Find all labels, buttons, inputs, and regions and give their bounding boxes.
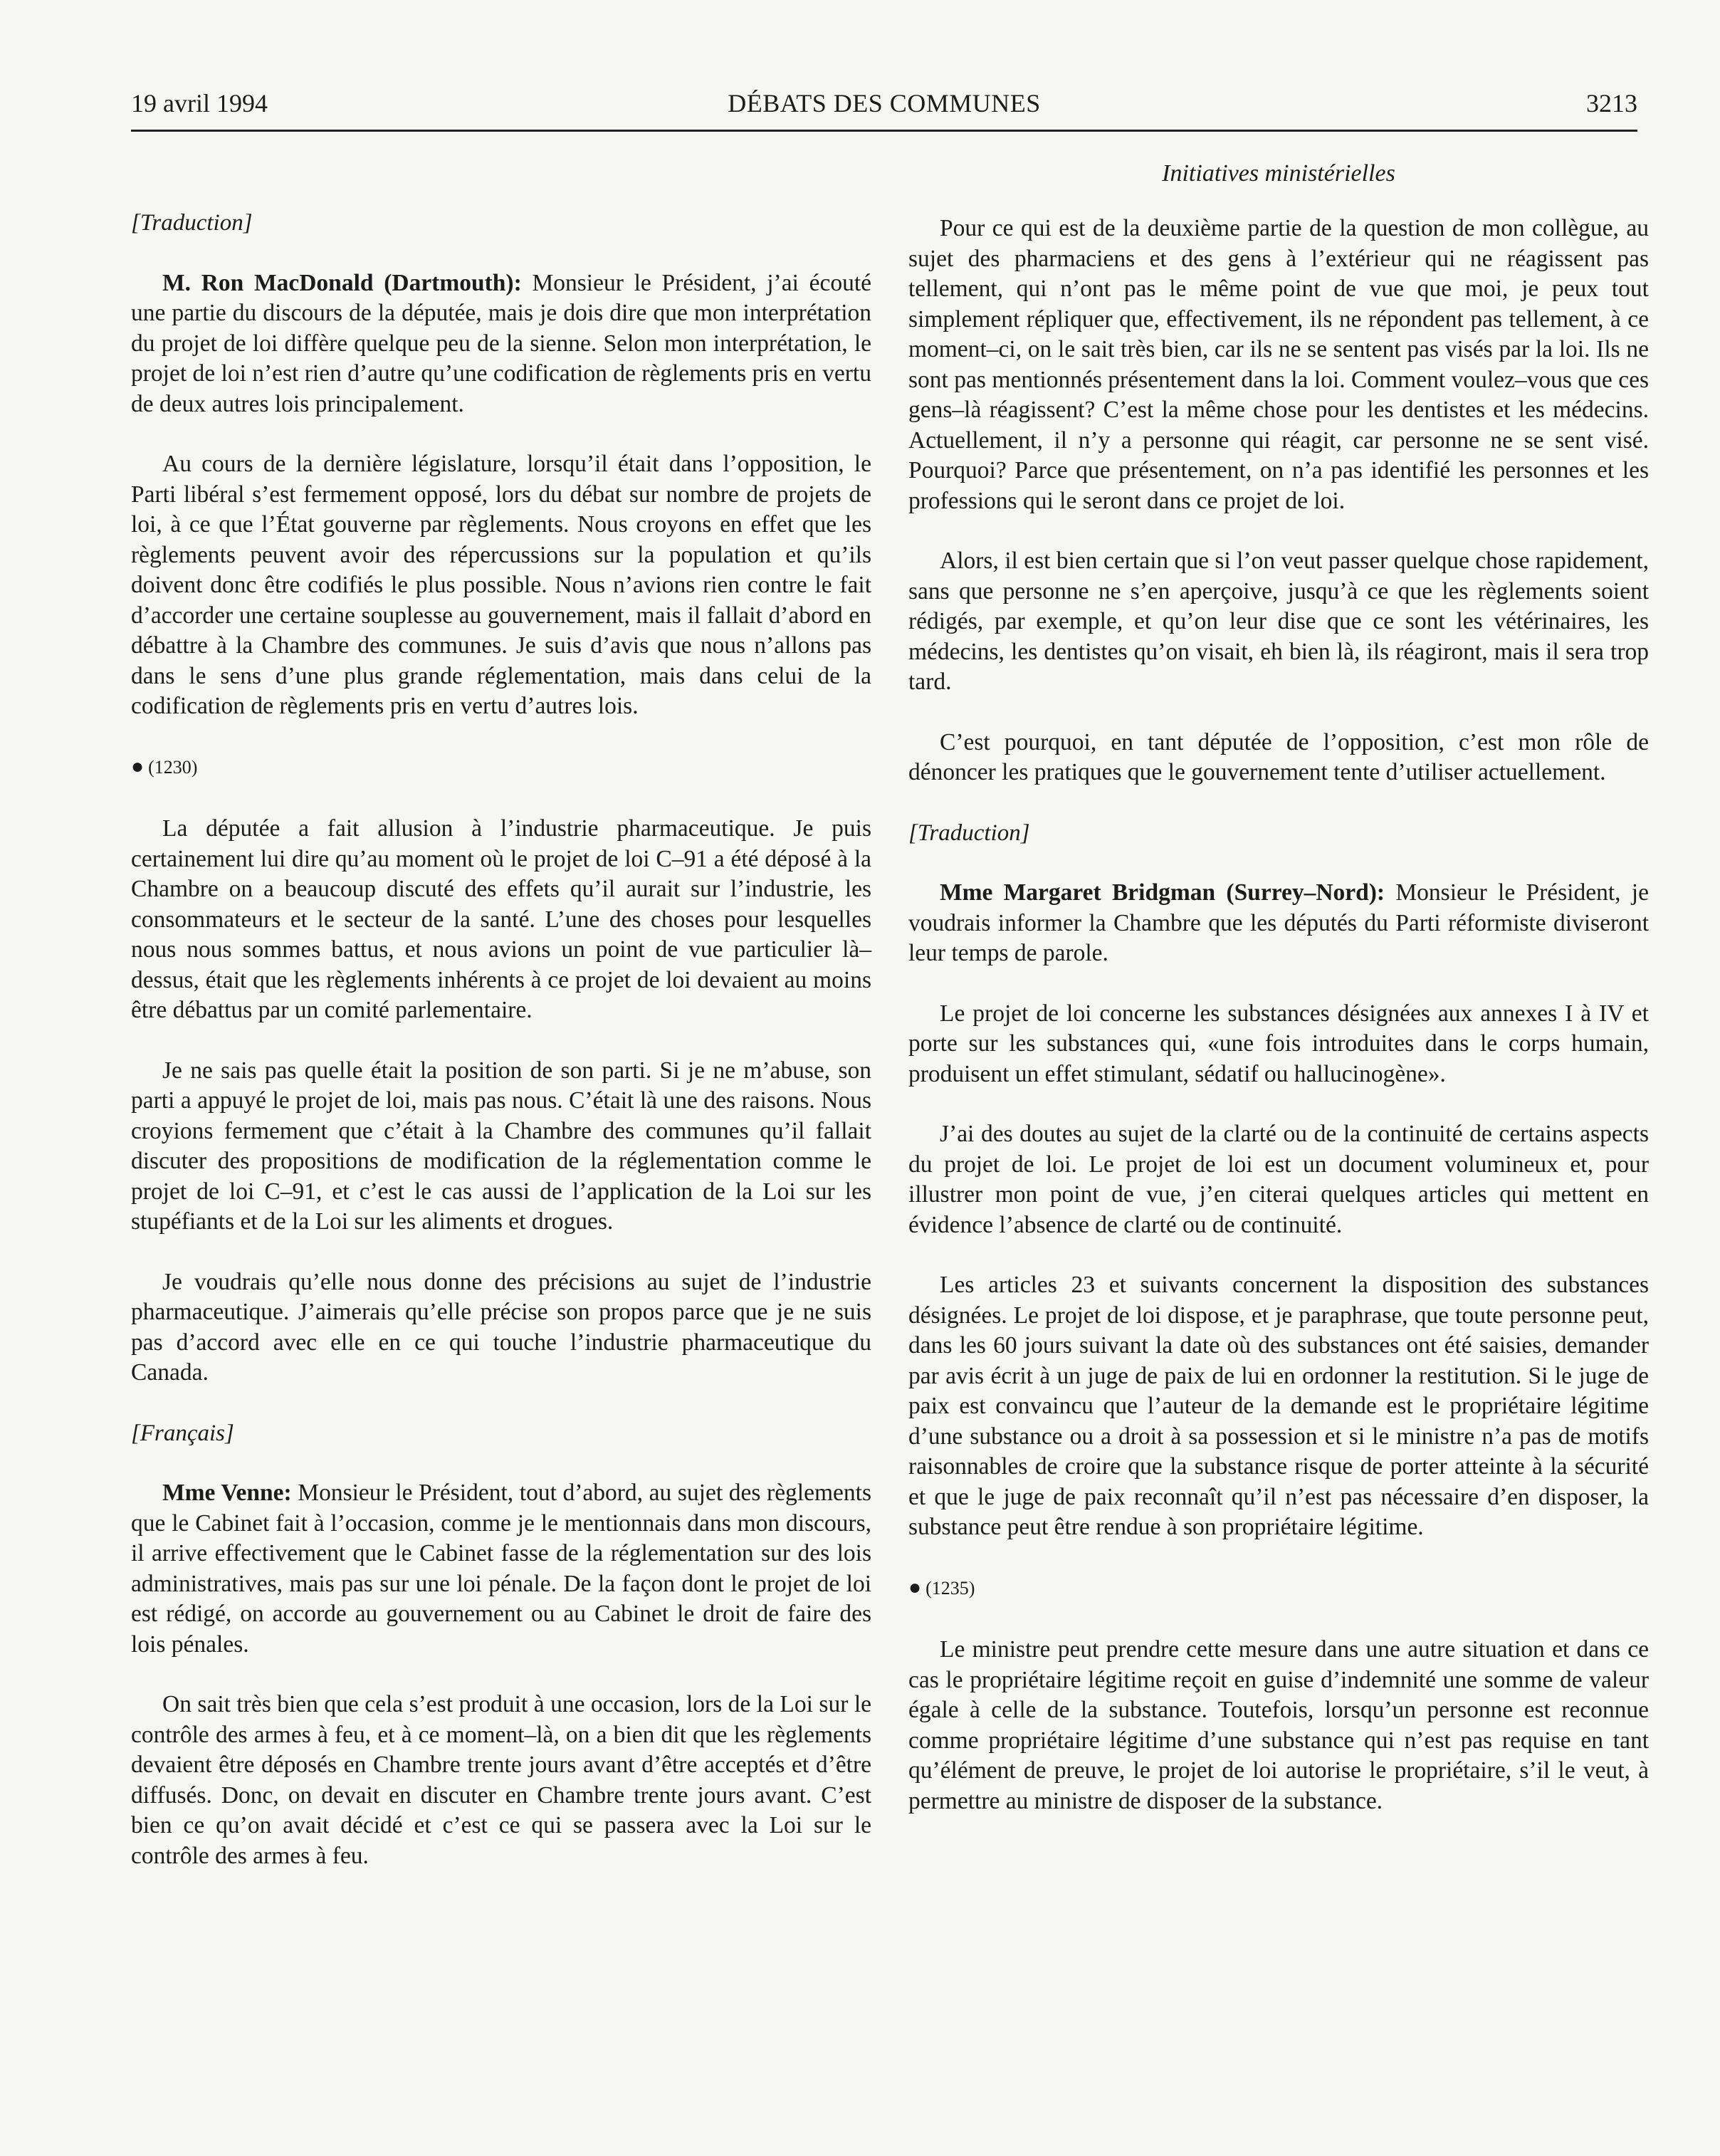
paragraph-text: Monsieur le Président, je voudrais informer la Chambre que les députés du Parti réformiste diviseront leur temps de parole. <box>908 879 1649 966</box>
paragraph: Au cours de la dernière législature, lorsqu’il était dans l’opposition, le Parti libéral s’est fermement opposé, lors du débat sur nombre de projets de loi, à ce que l’État gouverne par règlements. Nous croyons en effet que les règlements peuvent avoir des répercussions sur la population et qu’ils doivent donc être codifiés le plus possible. Nous n’avions rien contre le fait d’accorder une certaine souplesse au gouvernement, mais il fallait d’abord en débattre à la Chambre des communes. Je suis d’avis que nous n’allons pas dans le sens d’une plus grande réglementation, mais dans celui de la codification de règlements pris en vertu d’autres lois. <box>131 451 871 719</box>
paragraph <box>908 878 1649 969</box>
bullet-icon: ● <box>131 754 145 778</box>
bullet-icon: ● <box>908 1575 922 1599</box>
header-date: 19 avril 1994 <box>131 89 268 117</box>
paragraph: Je ne sais pas quelle était la position de son parti. Si je ne m’abuse, son parti a appuyé le projet de loi, mais pas nous. C’était là une des raisons. Nous croyions fermement que c’était à la Chambre des communes qu’il fallait discuter des propositions de modification de la réglementation comme le projet de loi C–91, et c’est le cas aussi de l’application de la Loi sur les stupéfiants et de la Loi sur les aliments et drogues. <box>131 1057 871 1235</box>
paragraph-text: Monsieur le Président, j’ai écouté une partie du discours de la députée, mais je dois dire que mon interprétation du projet de loi diffère quelque peu de la sienne. Selon mon interprétation, le projet de loi n’est rien d’autre qu’une codification de règlements pris en vertu de deux autres lois principalement. <box>131 269 872 417</box>
paragraph <box>131 268 871 420</box>
language-marker: [Français] <box>131 1420 234 1446</box>
paragraph: Le projet de loi concerne les substances désignées aux annexes I à IV et porte sur les substances qui, «une fois introduites dans le corps humain, produisent un effet stimulant, sédatif ou hallucinogène». <box>908 1000 1649 1087</box>
language-marker: [Traduction] <box>131 210 253 236</box>
paragraph: Pour ce qui est de la deuxième partie de la question de mon collègue, au sujet des pharmaciens et des gens à l’extérieur qui ne réagissent pas tellement, qui n’ont pas le même point de vue que moi, je peux tout simplement répliquer que, effectivement, ils ne répondent pas tellement, à ce moment–ci, on le sait très bien, car ils ne se sentent pas visés par la loi. Ils ne sont pas mentionnés présentement dans la loi. Comment voulez–vous que ces gens–là réagissent? C’est la même chose pour les dentistes et les médecins. Actuellement, il n’y a personne qui réagit, car personne ne se sent visé. Pourquoi? Parce que présentement, on n’a pas identifié les personnes et les professions qui le seront dans ce projet de loi. <box>908 215 1649 514</box>
language-marker: [Traduction] <box>908 820 1030 846</box>
paragraph: J’ai des doutes au sujet de la clarté ou de la continuité de certains aspects du projet de loi. Le projet de loi est un document volumineux et, pour illustrer mon point de vue, j’en citerai quelques articles qui mettent en évidence l’absence de clarté ou de continuité. <box>908 1121 1649 1238</box>
paragraph: Alors, il est bien certain que si l’on veut passer quelque chose rapidement, sans que personne ne s’en aperçoive, jusqu’à ce que les règlements soient rédigés, par exemple, et qu’on leur dise que ce sont les vétérinaires, les médecins, les dentistes qu’on visait, eh bien là, ils réagiront, mais il sera trop tard. <box>908 548 1649 695</box>
speaker-name: Mme Venne: <box>162 1480 292 1506</box>
header-title: DÉBATS DES COMMUNES <box>728 89 1041 117</box>
time-marker <box>131 752 871 783</box>
right-column <box>908 214 1649 1846</box>
paragraph: Les articles 23 et suivants concernent la disposition des substances désignées. Le projet de loi dispose, et je paraphrase, que toute personne peut, dans les 60 jours suivant la date où des substances ont été saisies, demander par avis écrit à un juge de paix de lui en ordonner la restitution. Si le juge de paix est convaincu que l’auteur de la demande est le propriétaire légitime d’une substance ou a droit à sa possession et si le ministre n’a pas de motifs raisonnables de croire que la substance risque de porter atteinte à la sécurité et que le juge de paix reconnaît qu’il n’est pas nécessaire d’en disposer, la substance peut être rendue à son propriétaire légitime. <box>908 1272 1649 1540</box>
paragraph: On sait très bien que cela s’est produit à une occasion, lors de la Loi sur le contrôle des armes à feu, et à ce moment–là, on a bien dit que les règlements devaient être déposés en Chambre trente jours avant d’être acceptés et d’être diffusés. Donc, on devait en discuter en Chambre trente jours avant. C’est bien ce qu’on avait décidé et c’est ce qui se passera avec la Loi sur le contrôle des armes à feu. <box>131 1691 871 1869</box>
time-stamp: (1235) <box>925 1577 975 1598</box>
page-number: 3213 <box>1586 89 1637 117</box>
paragraph: La députée a fait allusion à l’industrie pharmaceutique. Je puis certainement lui dire qu’au moment où le projet de loi C–91 a été déposé à la Chambre on a beaucoup discuté des effets qu’il aurait sur l’industrie, les consommateurs et le secteur de la santé. L’une des choses pour lesquelles nous nous sommes battus, et nous avions un point de vue particulier là–dessus, était que les règlements inhérents à ce projet de loi devaient au moins être débattus par un comité parlementaire. <box>131 815 871 1023</box>
paragraph: C’est pourquoi, en tant députée de l’opposition, c’est mon rôle de dénoncer les pratiques que le gouvernement tente d’utiliser actuellement. <box>908 728 1649 785</box>
page-header <box>131 84 1637 132</box>
speaker-name: M. Ron MacDonald (Dartmouth): <box>162 269 522 296</box>
time-stamp: (1230) <box>148 756 198 778</box>
paragraph: Le ministre peut prendre cette mesure dans une autre situation et dans ce cas le propriétaire légitime reçoit en guise d’indemnité une somme de valeur égale à celle de la substance. Toutefois, lorsqu’un personne est reconnue comme propriétaire légitime d’une substance qui n’est pas requise en tant qu’élément de preuve, le projet de loi autorise le propriétaire, s’il le veut, à permettre au ministre de disposer de la substance. <box>908 1636 1649 1814</box>
left-column <box>131 208 871 1901</box>
time-marker <box>908 1573 1649 1604</box>
section-rubric: Initiatives ministérielles <box>1162 160 1395 187</box>
paragraph <box>131 1478 871 1660</box>
paragraph: Je voudrais qu’elle nous donne des précisions au sujet de l’industrie pharmaceutique. J’aimerais qu’elle précise son propos parce que je ne suis pas d’accord avec elle en ce qui touche l’industrie pharmaceutique du Canada. <box>131 1268 871 1386</box>
speaker-name: Mme Margaret Bridgman (Surrey–Nord): <box>940 879 1385 906</box>
paragraph-text: Monsieur le Président, tout d’abord, au sujet des règlements que le Cabinet fait à l’occasion, comme je le mentionnais dans mon discours, il arrive effectivement que le Cabinet fasse de la réglementation sur des lois administratives, mais pas sur une loi pénale. De la façon dont le projet de loi est rédigé, on accorde au gouvernement ou au Cabinet le droit de faire des lois pénales. <box>131 1480 872 1658</box>
